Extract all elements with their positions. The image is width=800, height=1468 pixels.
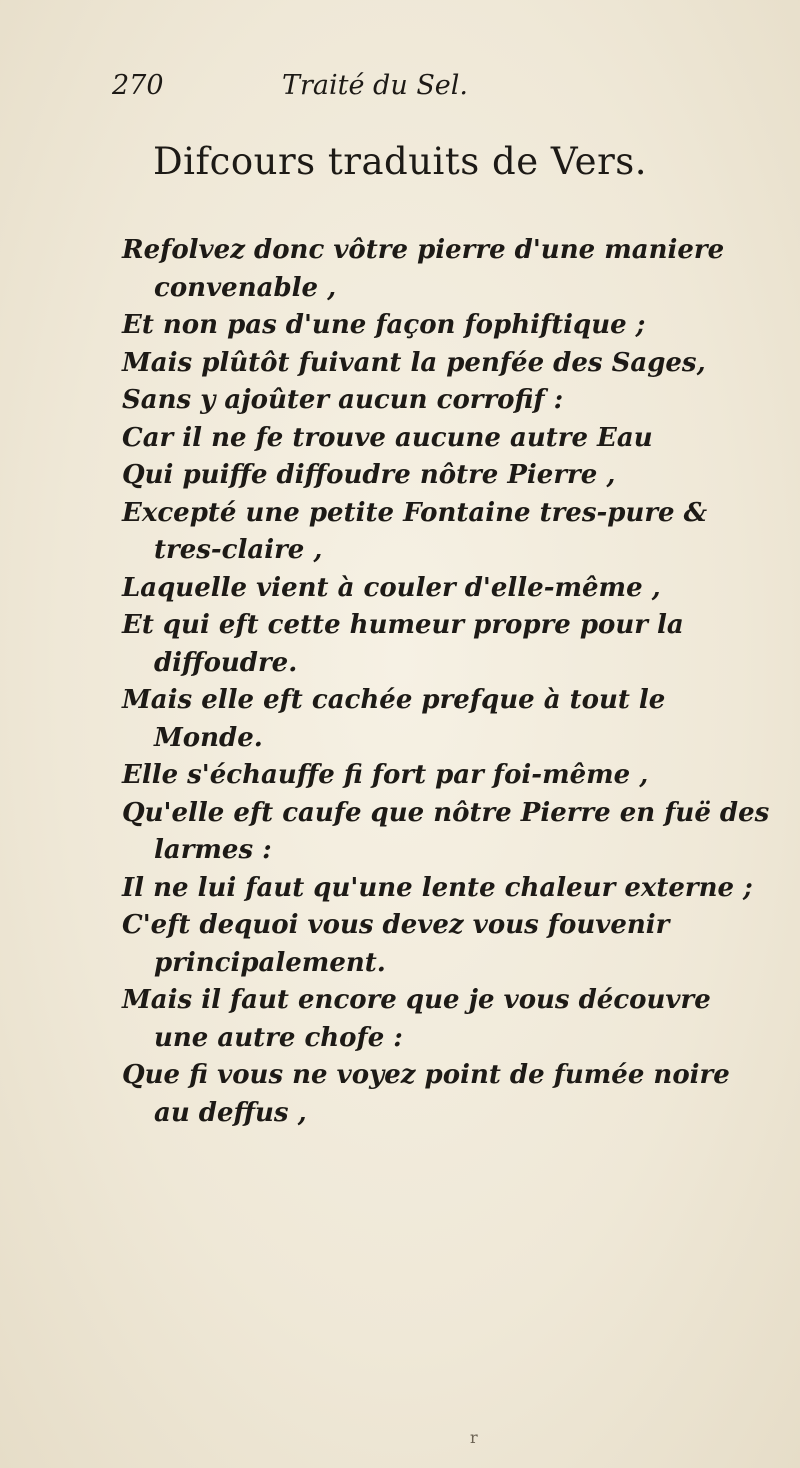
- verse-line: Laquelle vient à couler d'elle-même ,: [122, 572, 661, 603]
- page-number: 270: [112, 70, 164, 101]
- verse-line: Mais plûtôt fuivant la penfée des Sages,: [122, 347, 706, 378]
- verse-line: Mais il faut encore que je vous découvre une autre chofe :: [122, 985, 711, 1053]
- verse-list: [122, 232, 770, 1132]
- verse-line: Excepté une petite Fontaine tres-pure & tres-claire ,: [122, 497, 708, 565]
- verse-line: Mais elle eft cachée prefque à tout le Monde.: [122, 685, 666, 753]
- verse-line: Il ne lui faut qu'une lente chaleur externe ;: [122, 872, 753, 903]
- section-title: Difcours traduits de Vers.: [152, 140, 648, 183]
- verse-line: Qui puiffe diffoudre nôtre Pierre ,: [122, 460, 616, 490]
- verse-line: Refolvez donc vôtre pierre d'une maniere convenable ,: [122, 235, 725, 303]
- verse-line: C'eft dequoi vous devez vous fouvenir principalement.: [122, 910, 670, 978]
- verse-line: Sans y ajoûter aucun corrofif :: [122, 385, 564, 415]
- verse-line: Car il ne fe trouve aucune autre Eau: [122, 422, 653, 453]
- verse-line: Elle s'échauffe fi fort par foi-même ,: [122, 760, 649, 790]
- verse-line: Que fi vous ne voyez point de fumée noire au deffus ,: [122, 1060, 730, 1128]
- running-head: Traité du Sel.: [282, 70, 469, 101]
- verse-line: Et non pas d'une façon fophiftique ;: [122, 310, 646, 340]
- verse-line: Et qui eft cette humeur propre pour la diffoudre.: [122, 610, 684, 678]
- signature-mark: r: [470, 1428, 478, 1447]
- verse-line: Qu'elle eft caufe que nôtre Pierre en fuë des larmes :: [122, 797, 770, 865]
